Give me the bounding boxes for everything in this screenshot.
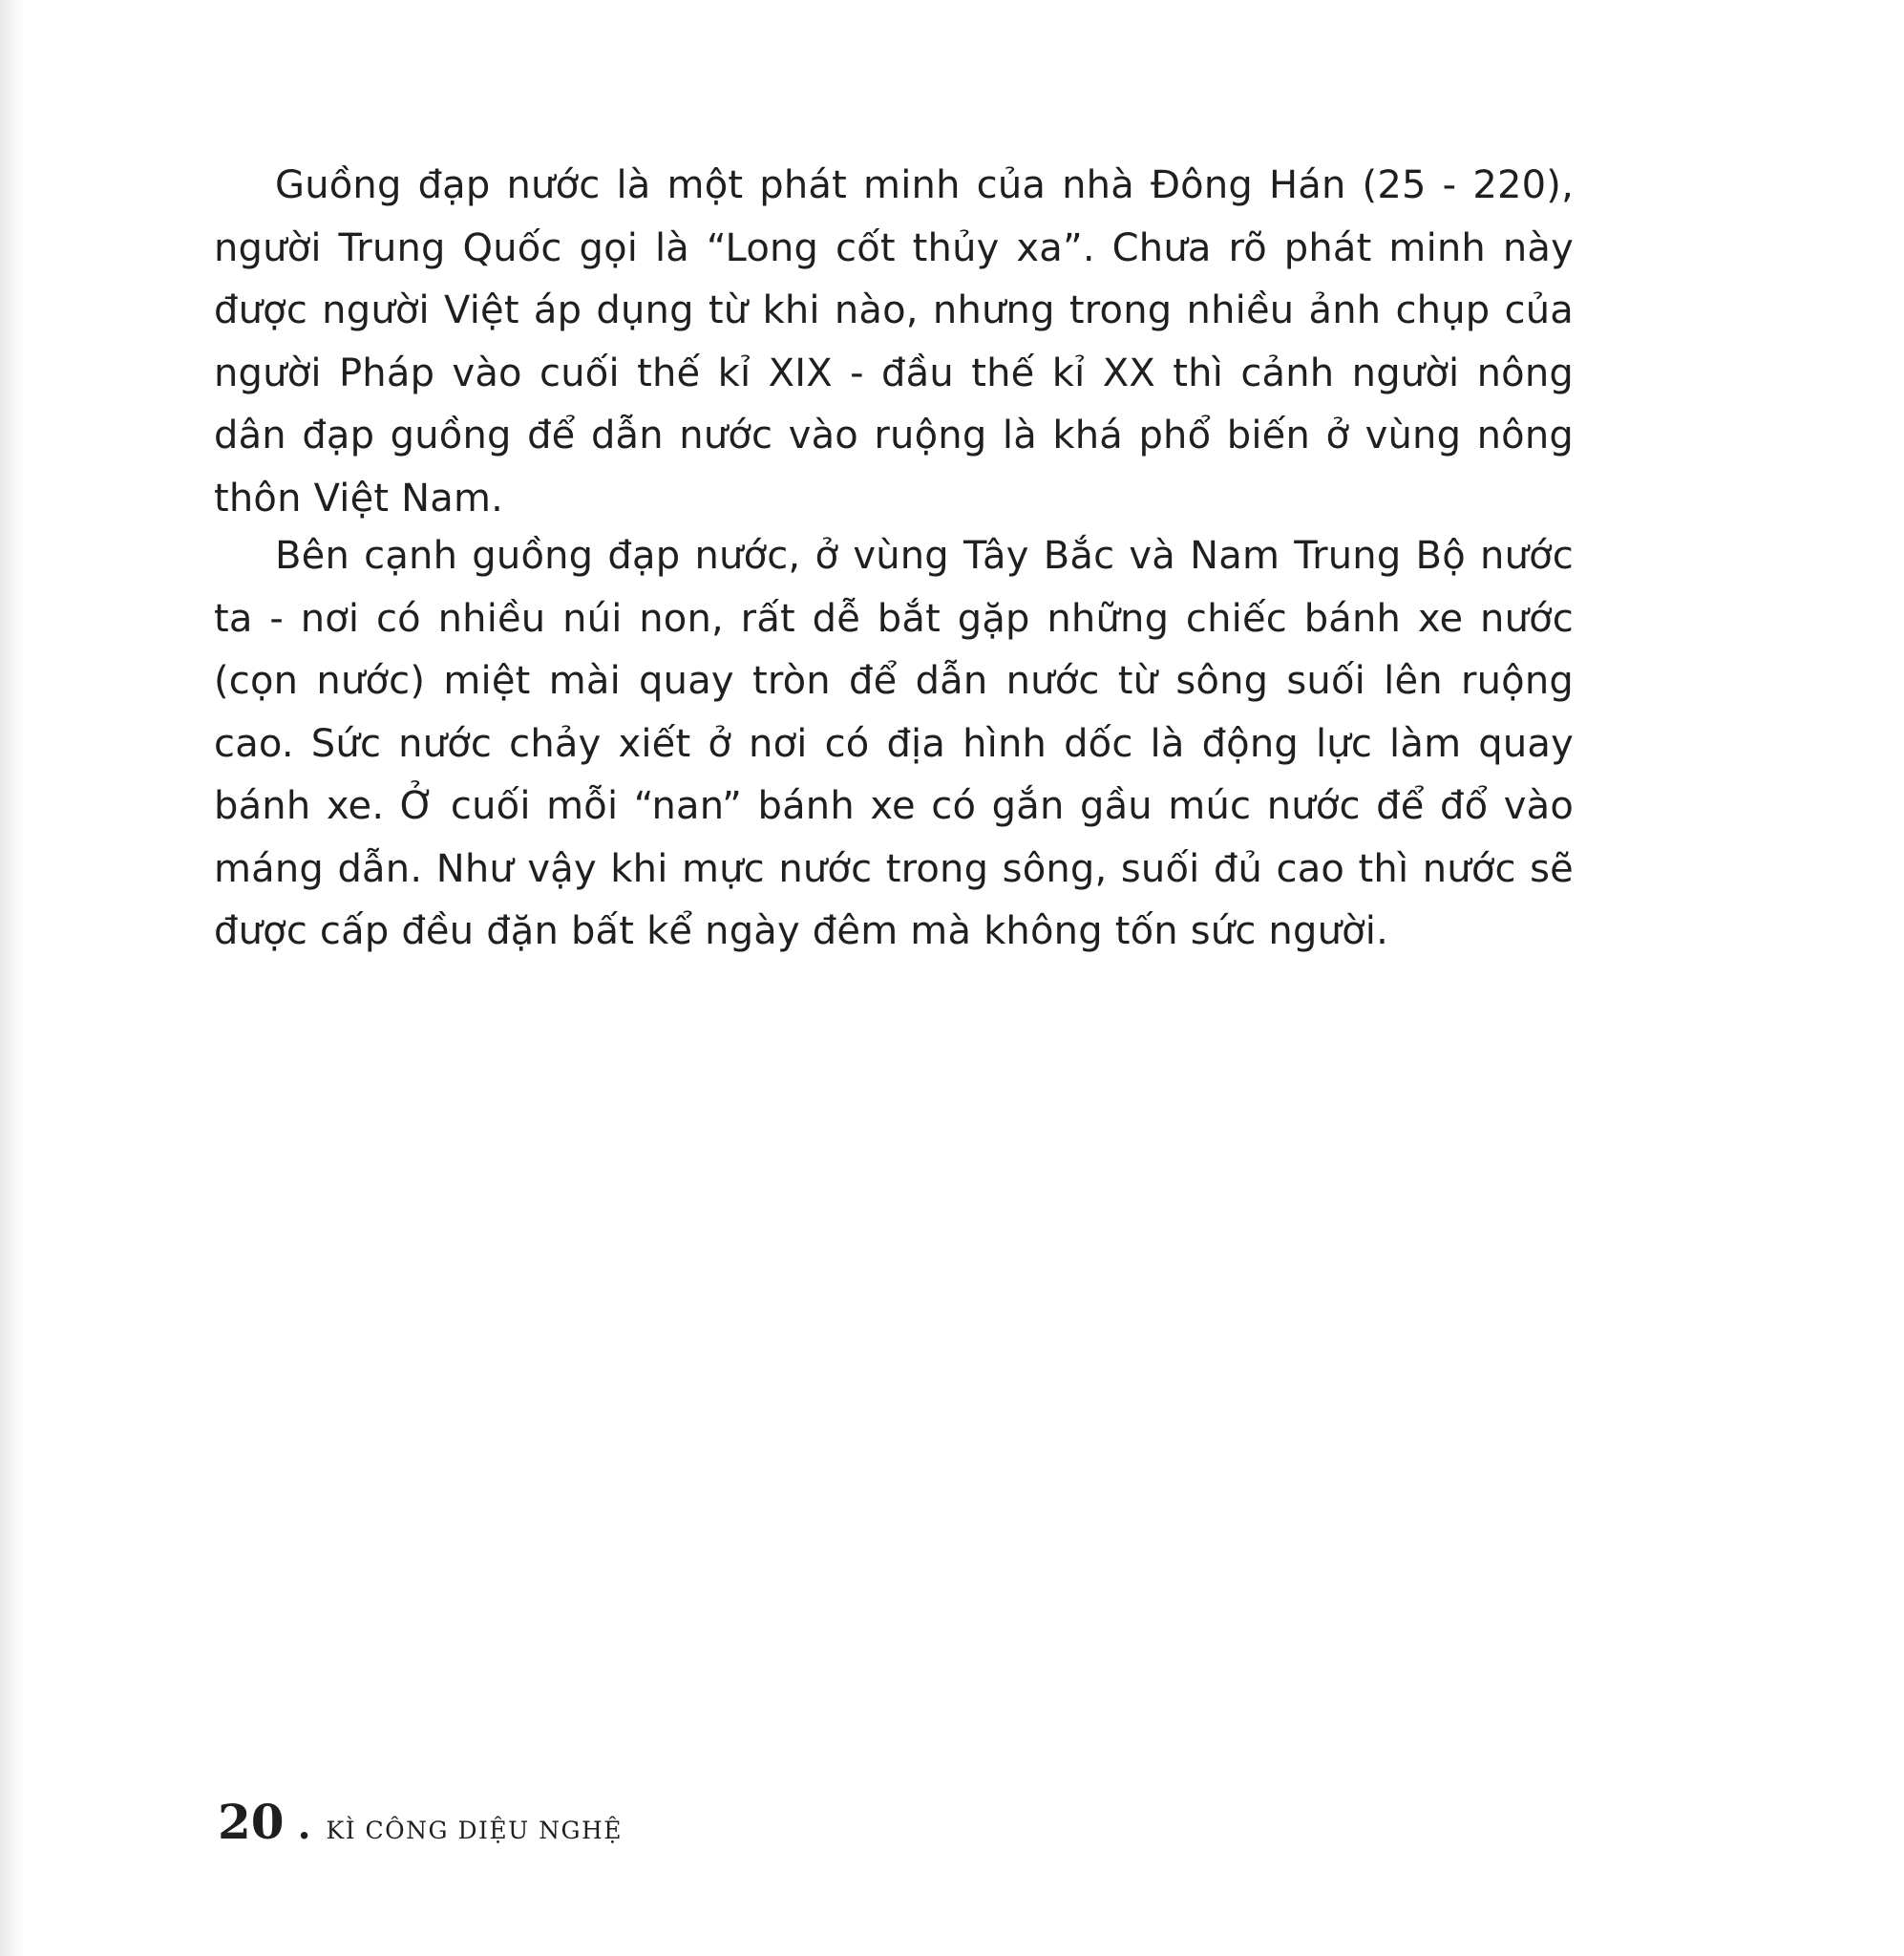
footer-separator: .	[297, 1803, 311, 1848]
body-text-block-1	[214, 155, 1574, 530]
paragraph-1: Guồng đạp nước là một phát minh của nhà Đông Hán (25 - 220), người Trung Quốc gọi là “Long cốt thủy xa”. Chưa rõ phát minh này được người Việt áp dụng từ khi nào, nhưng trong nhiều ảnh chụp của người Pháp vào cuối thế kỉ XIX - đầu thế kỉ XX thì cảnh người nông dân đạp guồng để dẫn nước vào ruộng là khá phổ biến ở vùng nông thôn Việt Nam.	[214, 163, 1574, 521]
body-text-block-2	[214, 525, 1574, 964]
page-edge-shadow	[0, 0, 25, 1956]
page-number: 20	[218, 1794, 285, 1850]
page-footer	[218, 1794, 623, 1850]
paragraph-2: Bên cạnh guồng đạp nước, ở vùng Tây Bắc và Nam Trung Bộ nước ta - nơi có nhiều núi non, rất dễ bắt gặp những chiếc bánh xe nước (cọn nước) miệt mài quay tròn để dẫn nước từ sông suối lên ruộng cao. Sức nước chảy xiết ở nơi có địa hình dốc là động lực làm quay bánh xe. Ở cuối mỗi “nan” bánh xe có gắn gầu múc nước để đổ vào máng dẫn. Như vậy khi mực nước trong sông, suối đủ cao thì nước sẽ được cấp đều đặn bất kể ngày đêm mà không tốn sức người.	[214, 534, 1574, 953]
running-book-title: KÌ CÔNG DIỆU NGHỆ	[326, 1817, 624, 1844]
